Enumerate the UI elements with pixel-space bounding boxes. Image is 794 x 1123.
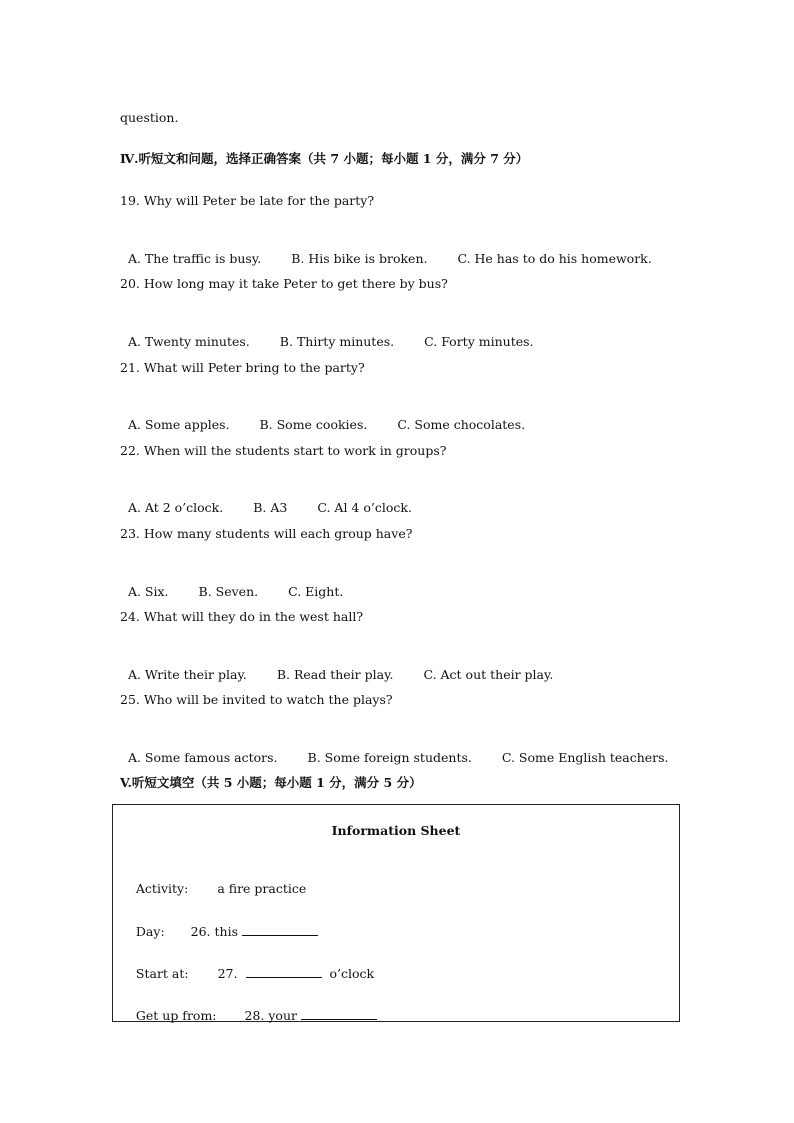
info-label-activity: Activity: xyxy=(135,881,189,896)
option-24-b[interactable]: B. Read their play. xyxy=(276,667,394,682)
info-row-start xyxy=(120,949,374,996)
option-25-a[interactable]: A. Some famous actors. xyxy=(127,750,278,765)
option-20-a[interactable]: A. Twenty minutes. xyxy=(127,334,250,349)
section5-title: V.听短文填空（共 5 小题；每小题 1 分，满分 5 分） xyxy=(120,775,422,790)
info-suffix-start: o’clock xyxy=(329,966,375,981)
question-19: 19. Why will Peter be late for the party? xyxy=(120,193,375,208)
question-24: 24. What will they do in the west hall? xyxy=(120,609,364,624)
options-23 xyxy=(120,568,343,600)
option-22-c[interactable]: C. Al 4 o’clock. xyxy=(317,500,412,515)
info-label-day: Day: xyxy=(135,924,165,939)
options-24 xyxy=(120,651,553,683)
option-21-b[interactable]: B. Some cookies. xyxy=(259,417,368,432)
option-19-c[interactable]: C. He has to do his homework. xyxy=(457,251,652,266)
info-value-getup: 28. your xyxy=(244,1008,297,1023)
options-25 xyxy=(120,734,669,766)
question-21: 21. What will Peter bring to the party? xyxy=(120,360,365,375)
info-value-activity: a fire practice xyxy=(217,881,307,896)
option-21-c[interactable]: C. Some chocolates. xyxy=(397,417,526,432)
options-22 xyxy=(120,484,412,516)
option-19-a[interactable]: A. The traffic is busy. xyxy=(127,251,262,266)
section4-title: Ⅳ.听短文和问题，选择正确答案（共 7 小题；每小题 1 分，满分 7 分） xyxy=(120,151,529,166)
option-23-b[interactable]: B. Seven. xyxy=(198,584,259,599)
info-label-start: Start at: xyxy=(135,966,189,981)
question-22: 22. When will the students start to work in groups? xyxy=(120,443,447,458)
option-20-b[interactable]: B. Thirty minutes. xyxy=(279,334,395,349)
blank-26[interactable] xyxy=(242,922,318,936)
info-value-start: 27. xyxy=(217,966,238,981)
option-24-c[interactable]: C. Act out their play. xyxy=(423,667,554,682)
option-25-b[interactable]: B. Some foreign students. xyxy=(307,750,472,765)
option-21-a[interactable]: A. Some apples. xyxy=(127,417,230,432)
option-20-c[interactable]: C. Forty minutes. xyxy=(424,334,534,349)
blank-27[interactable] xyxy=(246,964,322,978)
information-sheet-title: Information Sheet xyxy=(331,823,461,838)
blank-28[interactable] xyxy=(301,1006,377,1020)
options-19 xyxy=(120,235,652,267)
option-22-b[interactable]: B. A3 xyxy=(253,500,288,515)
question-25: 25. Who will be invited to watch the plays? xyxy=(120,692,393,707)
option-22-a[interactable]: A. At 2 o’clock. xyxy=(127,500,224,515)
information-sheet-box xyxy=(112,804,680,1022)
question-20: 20. How long may it take Peter to get there by bus? xyxy=(120,276,448,291)
question-23: 23. How many students will each group have? xyxy=(120,526,413,541)
option-23-a[interactable]: A. Six. xyxy=(127,584,169,599)
option-25-c[interactable]: C. Some English teachers. xyxy=(501,750,669,765)
info-row-activity xyxy=(120,866,306,911)
option-23-c[interactable]: C. Eight. xyxy=(288,584,344,599)
info-row-getup xyxy=(120,991,377,1038)
info-value-day: 26. this xyxy=(190,924,238,939)
options-21 xyxy=(120,401,525,433)
option-24-a[interactable]: A. Write their play. xyxy=(127,667,247,682)
option-19-b[interactable]: B. His bike is broken. xyxy=(291,251,428,266)
info-row-day xyxy=(120,907,318,954)
info-label-getup: Get up from: xyxy=(135,1008,217,1023)
options-20 xyxy=(120,318,534,350)
intro-tail: question. xyxy=(120,110,179,125)
